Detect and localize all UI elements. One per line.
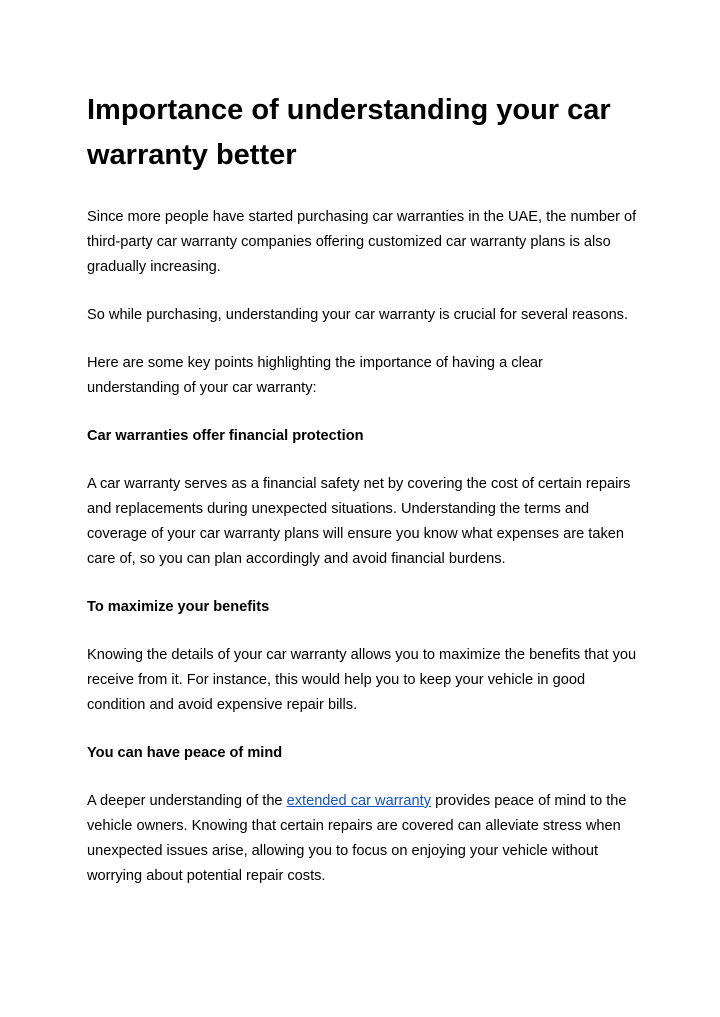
document-page (87, 88, 637, 889)
section-heading-financial-protection: Car warranties offer financial protection (87, 428, 364, 444)
intro-paragraph-3: Here are some key points highlighting the importance of having a clear understanding of your car warranty: (87, 355, 543, 396)
extended-car-warranty-link[interactable]: extended car warranty (286, 793, 432, 809)
intro-paragraph-2: So while purchasing, understanding your car warranty is crucial for several reasons. (87, 307, 629, 323)
section-heading-maximize-benefits: To maximize your benefits (87, 599, 270, 615)
document-title: Importance of understanding your car warranty better (87, 94, 611, 171)
section-body-maximize-benefits: Knowing the details of your car warranty allows you to maximize the benefits that you receive from it. For instance, this would help you to keep your vehicle in good condition and avoid expensive repair bills. (87, 647, 637, 713)
body-text-after-link: provides peace of mind to the vehicle owners. Knowing that certain repairs are covered can alleviate stress when unexpected issues arise, allowing you to focus on enjoying your vehicle without worrying about potential repair costs. (87, 793, 627, 884)
section-body-peace-of-mind (87, 789, 637, 889)
body-text-before-link: A deeper understanding of the (87, 793, 287, 809)
section-body-financial-protection: A car warranty serves as a financial safety net by covering the cost of certain repairs and replacements during unexpected situations. Understanding the terms and coverage of your car warranty plans will ensure you know what expenses are taken care of, so you can plan accordingly and avoid financial burdens. (87, 476, 631, 567)
intro-paragraph-1: Since more people have started purchasing car warranties in the UAE, the number of third-party car warranty companies offering customized car warranty plans is also gradually increasing. (87, 209, 637, 275)
section-heading-peace-of-mind: You can have peace of mind (87, 745, 283, 761)
